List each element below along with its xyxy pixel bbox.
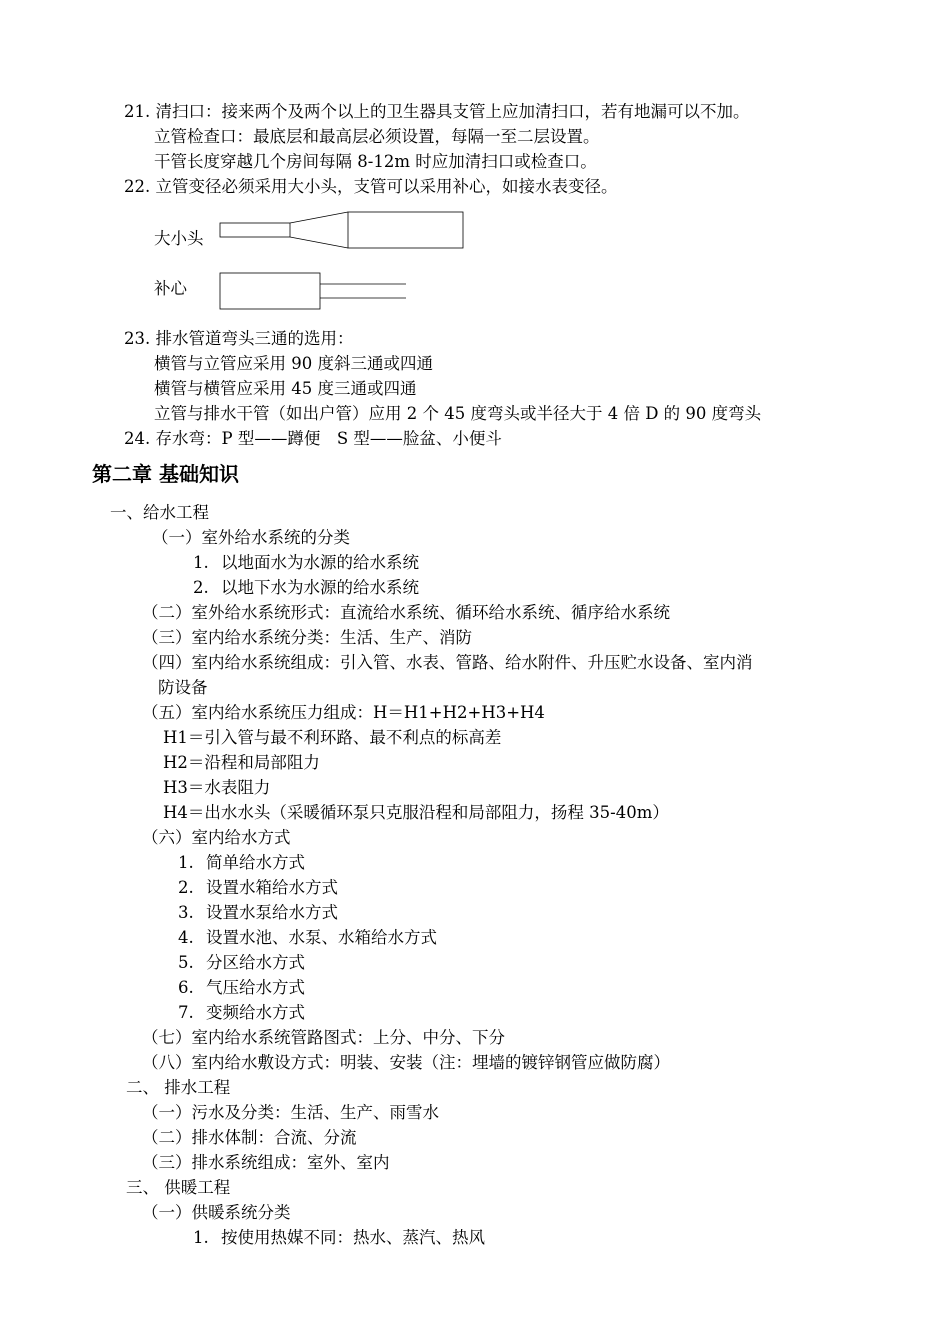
paragraph-line: 横管与横管应采用 45 度三通或四通 <box>154 379 417 398</box>
item-number: 2. <box>193 578 209 597</box>
formula-line: H1＝引入管与最不利环路、最不利点的标高差 <box>163 728 502 747</box>
paragraph-line: 立管与排水干管（如出户管）应用 2 个 45 度弯头或半径大于 4 倍 D 的 90 度弯头 <box>154 404 762 423</box>
item-number: 1. <box>193 553 209 572</box>
subsection-heading: （二）室外给水系统形式：直流给水系统、循环给水系统、循序给水系统 <box>142 603 670 622</box>
item-text: 设置水泵给水方式 <box>206 903 338 922</box>
item-number: 22. <box>124 177 151 196</box>
subsection-heading: （三）室内给水系统分类：生活、生产、消防 <box>142 628 472 647</box>
subsection-heading: （七）室内给水系统管路图式：上分、中分、下分 <box>142 1028 505 1047</box>
item-text: 立管变径必须采用大小头，支管可以采用补心，如接水表变径。 <box>155 177 618 196</box>
subsection-heading: （一）污水及分类：生活、生产、雨雪水 <box>142 1103 439 1122</box>
formula-line: H3＝水表阻力 <box>163 778 271 797</box>
item-number: 6. <box>178 978 194 997</box>
item-number: 1. <box>193 1228 209 1247</box>
list-item <box>178 850 305 875</box>
bushing-shape <box>220 273 406 309</box>
list-item <box>193 575 419 600</box>
item-text: 分区给水方式 <box>206 953 305 972</box>
item-text: 排水管道弯头三通的选用： <box>155 329 354 348</box>
paragraph-line: 立管检查口：最底层和最高层必须设置，每隔一至二层设置。 <box>154 127 600 146</box>
paragraph-line: 干管长度穿越几个房间每隔 8-12m 时应加清扫口或检查口。 <box>154 152 597 171</box>
item-number: 5. <box>178 953 194 972</box>
item-number: 4. <box>178 928 194 947</box>
list-item <box>178 1000 305 1025</box>
list-item <box>178 900 338 925</box>
item-number: 3. <box>178 903 194 922</box>
subsection-heading: （四）室内给水系统组成：引入管、水表、管路、给水附件、升压贮水设备、室内消 <box>142 653 753 672</box>
list-item <box>193 550 419 575</box>
figure-label-bushing: 补心 <box>154 279 187 298</box>
item-number: 1. <box>178 853 194 872</box>
list-item <box>193 1225 485 1250</box>
list-item <box>178 925 437 950</box>
formula-line: H2＝沿程和局部阻力 <box>163 753 320 772</box>
subsection-heading: （六）室内给水方式 <box>142 828 291 847</box>
list-item-23 <box>124 326 354 351</box>
item-number: 21. <box>124 102 151 121</box>
section-heading: 三、 供暖工程 <box>126 1178 231 1197</box>
item-text: 设置水箱给水方式 <box>206 878 338 897</box>
subsection-heading: （二）排水体制：合流、分流 <box>142 1128 357 1147</box>
paragraph-line: 横管与立管应采用 90 度斜三通或四通 <box>154 354 433 373</box>
paragraph-line: 防设备 <box>158 678 208 697</box>
item-number: 24. <box>124 429 151 448</box>
subsection-heading: （一）室外给水系统的分类 <box>152 528 350 547</box>
subsection-heading: （三）排水系统组成：室外、室内 <box>142 1153 390 1172</box>
item-text: 设置水池、水泵、水箱给水方式 <box>206 928 437 947</box>
item-text: 存水弯：P 型——蹲便 S 型——脸盆、小便斗 <box>155 429 502 448</box>
section-heading: 一、给水工程 <box>110 503 209 522</box>
list-item <box>178 950 305 975</box>
item-text: 简单给水方式 <box>206 853 305 872</box>
item-text: 以地面水为水源的给水系统 <box>221 553 419 572</box>
subsection-heading: （一）供暖系统分类 <box>142 1203 291 1222</box>
chapter-heading: 第二章 基础知识 <box>92 462 239 486</box>
item-text: 变频给水方式 <box>206 1003 305 1022</box>
item-number: 2. <box>178 878 194 897</box>
item-text: 按使用热媒不同：热水、蒸汽、热风 <box>221 1228 485 1247</box>
list-item <box>178 975 305 1000</box>
item-text: 清扫口：接来两个及两个以上的卫生器具支管上应加清扫口，若有地漏可以不加。 <box>155 102 750 121</box>
formula-line: H4＝出水水头（采暖循环泵只克服沿程和局部阻力，扬程 35-40m） <box>163 803 669 822</box>
list-item-24 <box>124 426 502 451</box>
item-number: 7. <box>178 1003 194 1022</box>
figure-label-reducer: 大小头 <box>154 229 204 248</box>
subsection-heading: （五）室内给水系统压力组成：H＝H1+H2+H3+H4 <box>142 703 545 722</box>
reducer-shape <box>220 212 463 248</box>
list-item <box>178 875 338 900</box>
item-number: 23. <box>124 329 151 348</box>
subsection-heading: （八）室内给水敷设方式：明装、安装（注：埋墙的镀锌钢管应做防腐） <box>142 1053 670 1072</box>
item-text: 气压给水方式 <box>206 978 305 997</box>
item-text: 以地下水为水源的给水系统 <box>221 578 419 597</box>
section-heading: 二、 排水工程 <box>126 1078 231 1097</box>
